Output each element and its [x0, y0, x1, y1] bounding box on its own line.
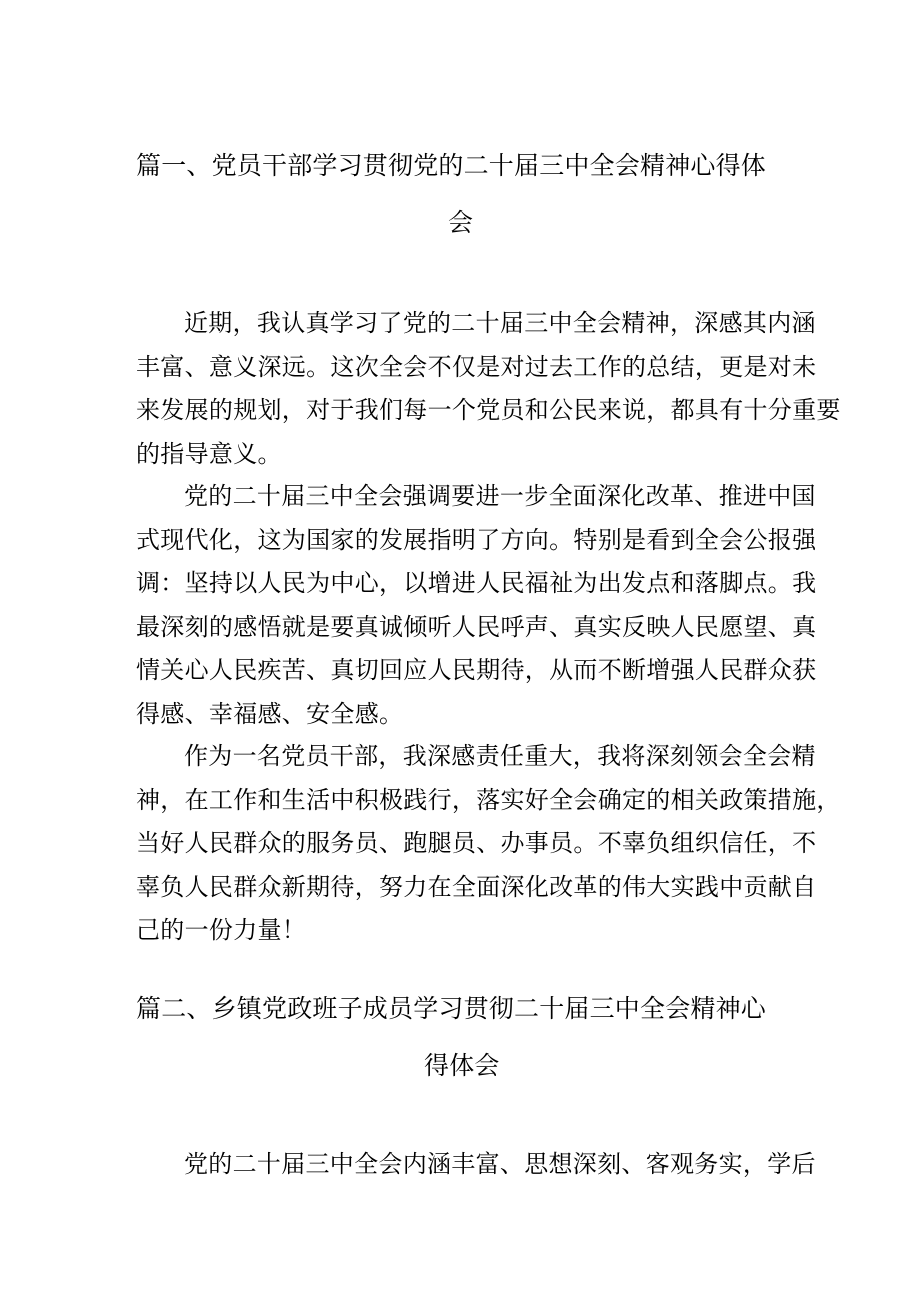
text-line: 情关心人民疾苦、真切回应人民期待，从而不断增强人民群众获: [136, 656, 817, 684]
section-1-paragraph-2: [136, 475, 817, 736]
text-line: 丰富、意义深远。这次全会不仅是对过去工作的总结，更是对未: [136, 352, 817, 381]
text-line: 式现代化，这为国家的发展指明了方向。特别是看到全会公报强: [136, 525, 817, 554]
section-1-paragraph-1: [136, 302, 841, 476]
text-line: 党的二十届三中全会强调要进一步全面深化改革、推进中国: [184, 482, 816, 510]
section-2-title-line-2: 得体会: [424, 1051, 500, 1080]
text-line: 来发展的规划，对于我们每一个党员和公民来说，都具有十分重要: [136, 396, 841, 424]
section-2-title-line-1: 篇二、乡镇党政班子成员学习贯彻二十届三中全会精神心: [136, 994, 767, 1023]
text-line: 己的一份力量！: [136, 916, 307, 944]
section-2-paragraph-1: [136, 1143, 816, 1187]
text-line: 得感、幸福感、安全感。: [136, 699, 404, 728]
text-line: 党的二十届三中全会内涵丰富、思想深刻、客观务实，学后: [184, 1150, 816, 1178]
text-line: 的指导意义。: [136, 439, 282, 468]
text-line: 神，在工作和生活中积极践行，落实好全会确定的相关政策措施，: [136, 785, 841, 814]
text-line: 最深刻的感悟就是要真诚倾听人民呼声、真实反映人民愿望、真: [136, 612, 817, 641]
text-line: 作为一名党员干部，我深感责任重大，我将深刻领会全会精: [184, 742, 816, 770]
section-1-title-line-1: 篇一、党员干部学习贯彻党的二十届三中全会精神心得体: [136, 151, 767, 180]
section-1-paragraph-3: [136, 735, 841, 953]
text-line: 调：坚持以人民为中心，以增进人民福祉为出发点和落脚点。我: [136, 569, 817, 597]
text-line: 当好人民群众的服务员、跑腿员、办事员。不辜负组织信任，不: [136, 829, 817, 857]
text-line: 辜负人民群众新期待，努力在全面深化改革的伟大实践中贡献自: [136, 872, 817, 901]
section-1-title-line-2: 会: [448, 208, 474, 237]
text-line: 近期，我认真学习了党的二十届三中全会精神，深感其内涵: [184, 309, 816, 337]
